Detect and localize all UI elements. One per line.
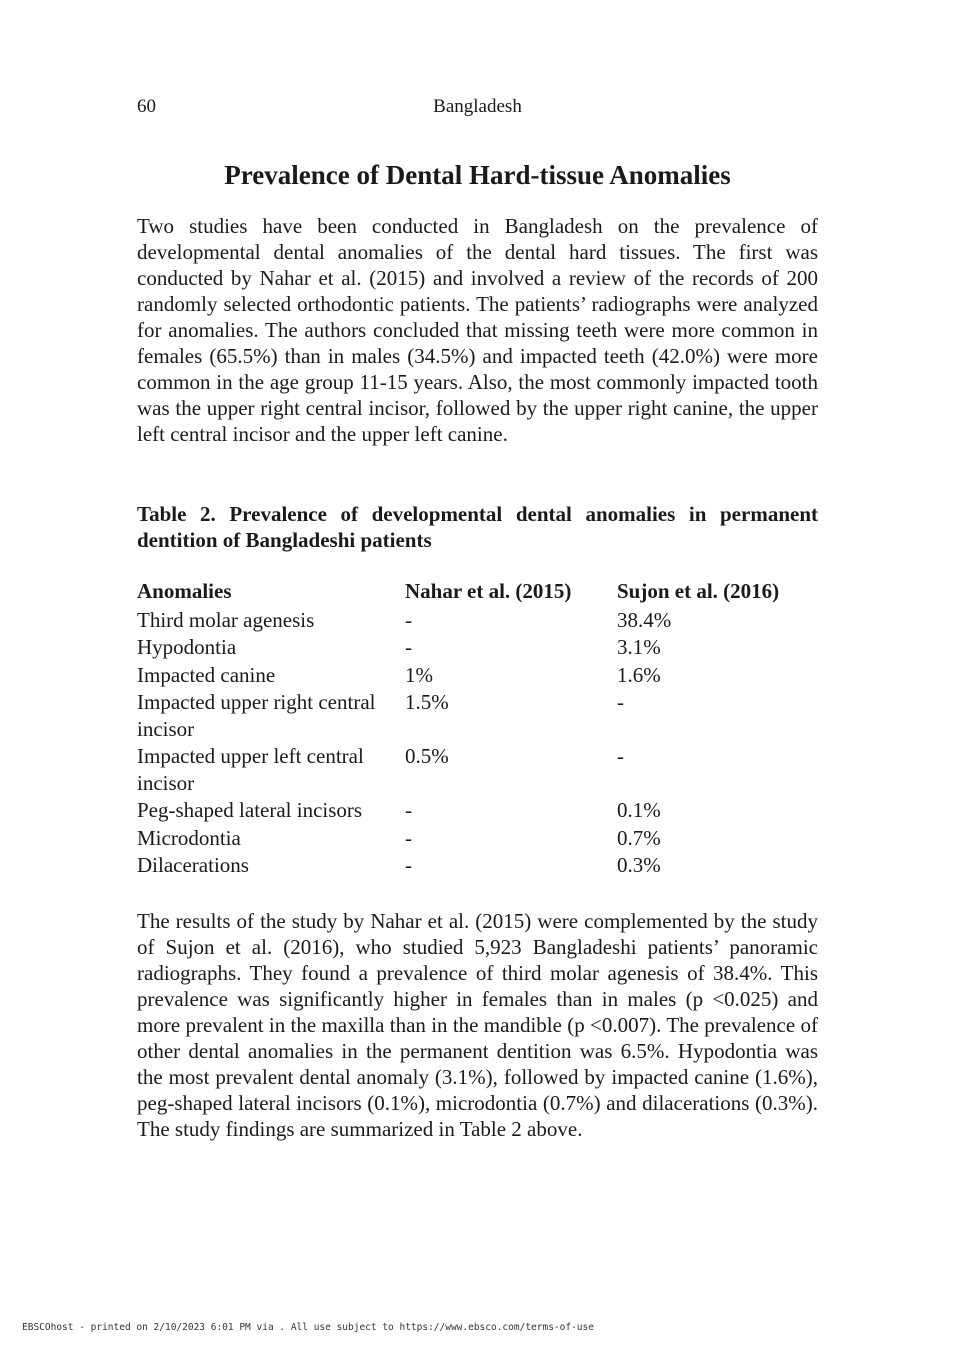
anomalies-table <box>137 578 817 879</box>
table-row <box>137 851 817 879</box>
table-row <box>137 796 817 824</box>
table-row <box>137 661 817 689</box>
sujon-value-cell: 1.6% <box>617 662 661 687</box>
column-header-anomalies: Anomalies <box>137 579 232 603</box>
table-row <box>137 688 817 742</box>
page-number: 60 <box>137 96 156 117</box>
nahar-value-cell: 1.5% <box>405 690 449 714</box>
sujon-value-cell: 0.1% <box>617 798 661 822</box>
sujon-value-cell: 0.3% <box>617 853 661 877</box>
anomaly-cell: Peg-shaped lateral incisors <box>137 798 363 822</box>
sujon-value-cell: - <box>617 690 624 714</box>
sujon-value-cell: - <box>617 744 624 768</box>
section-title: Prevalence of Dental Hard-tissue Anomalies <box>224 160 731 190</box>
anomaly-cell: Hypodontia <box>137 635 237 659</box>
footer-notice: EBSCOhost - printed on 2/10/2023 6:01 PM via . All use subject to https://www.ebsco.com/terms-of-use <box>22 1322 594 1333</box>
body-paragraph-2: The results of the study by Nahar et al. (2015) were complemented by the study of Sujon et al. (2016), who studied 5,923 Bangladeshi patients’ panoramic radiographs. They found a prevalence of third molar agenesis of 38.4%. This prevalence was significantly higher in females than in males (p <0.025) and more prevalent in the maxilla than in the mandible (p <0.007). The prevalence of other dental anomalies in the permanent dentition was 6.5%. Hypodontia was the most prevalent dental anomaly (3.1%), followed by impacted canine (1.6%), peg-shaped lateral incisors (0.1%), microdontia (0.7%) and dilacerations (0.3%). The study findings are summarized in Table 2 above. <box>137 909 818 1141</box>
table-row <box>137 633 817 661</box>
nahar-value-cell: - <box>405 635 412 659</box>
table-caption: Table 2. Prevalence of developmental dental anomalies in permanent dentition of Bangladeshi patients <box>137 502 818 552</box>
body-paragraph-1: Two studies have been conducted in Bangladesh on the prevalence of developmental dental anomalies of the dental hard tissues. The first was conducted by Nahar et al. (2015) and involved a review of the records of 200 randomly selected orthodontic patients. The patients’ radiographs were analyzed for anomalies. The authors concluded that missing teeth were more common in females (65.5%) than in males (34.5%) and impacted teeth (42.0%) were more common in the age group 11-15 years. Also, the most commonly impacted tooth was the upper right central incisor, followed by the upper right canine, the upper left central incisor and the upper left canine. <box>137 214 818 446</box>
anomaly-cell: Dilacerations <box>137 853 249 877</box>
nahar-value-cell: - <box>405 798 412 822</box>
column-header-nahar: Nahar et al. (2015) <box>405 579 572 603</box>
table-row <box>137 606 817 634</box>
anomaly-cell: Third molar agenesis <box>137 607 315 632</box>
nahar-value-cell: - <box>405 607 412 632</box>
table-row <box>137 824 817 852</box>
sujon-value-cell: 0.7% <box>617 825 661 850</box>
anomaly-cell: Impacted upper left central incisor <box>137 744 364 795</box>
sujon-value-cell: 3.1% <box>617 635 661 659</box>
nahar-value-cell: 0.5% <box>405 744 449 768</box>
table-row <box>137 742 817 796</box>
anomaly-cell: Impacted upper right central incisor <box>137 690 376 741</box>
column-header-sujon: Sujon et al. (2016) <box>617 579 780 603</box>
sujon-value-cell: 38.4% <box>617 607 672 632</box>
nahar-value-cell: 1% <box>405 662 433 687</box>
running-header: Bangladesh <box>433 96 522 117</box>
nahar-value-cell: - <box>405 853 412 877</box>
anomaly-cell: Microdontia <box>137 825 241 850</box>
anomaly-cell: Impacted canine <box>137 662 276 687</box>
table-header-row <box>137 578 817 606</box>
nahar-value-cell: - <box>405 825 412 850</box>
